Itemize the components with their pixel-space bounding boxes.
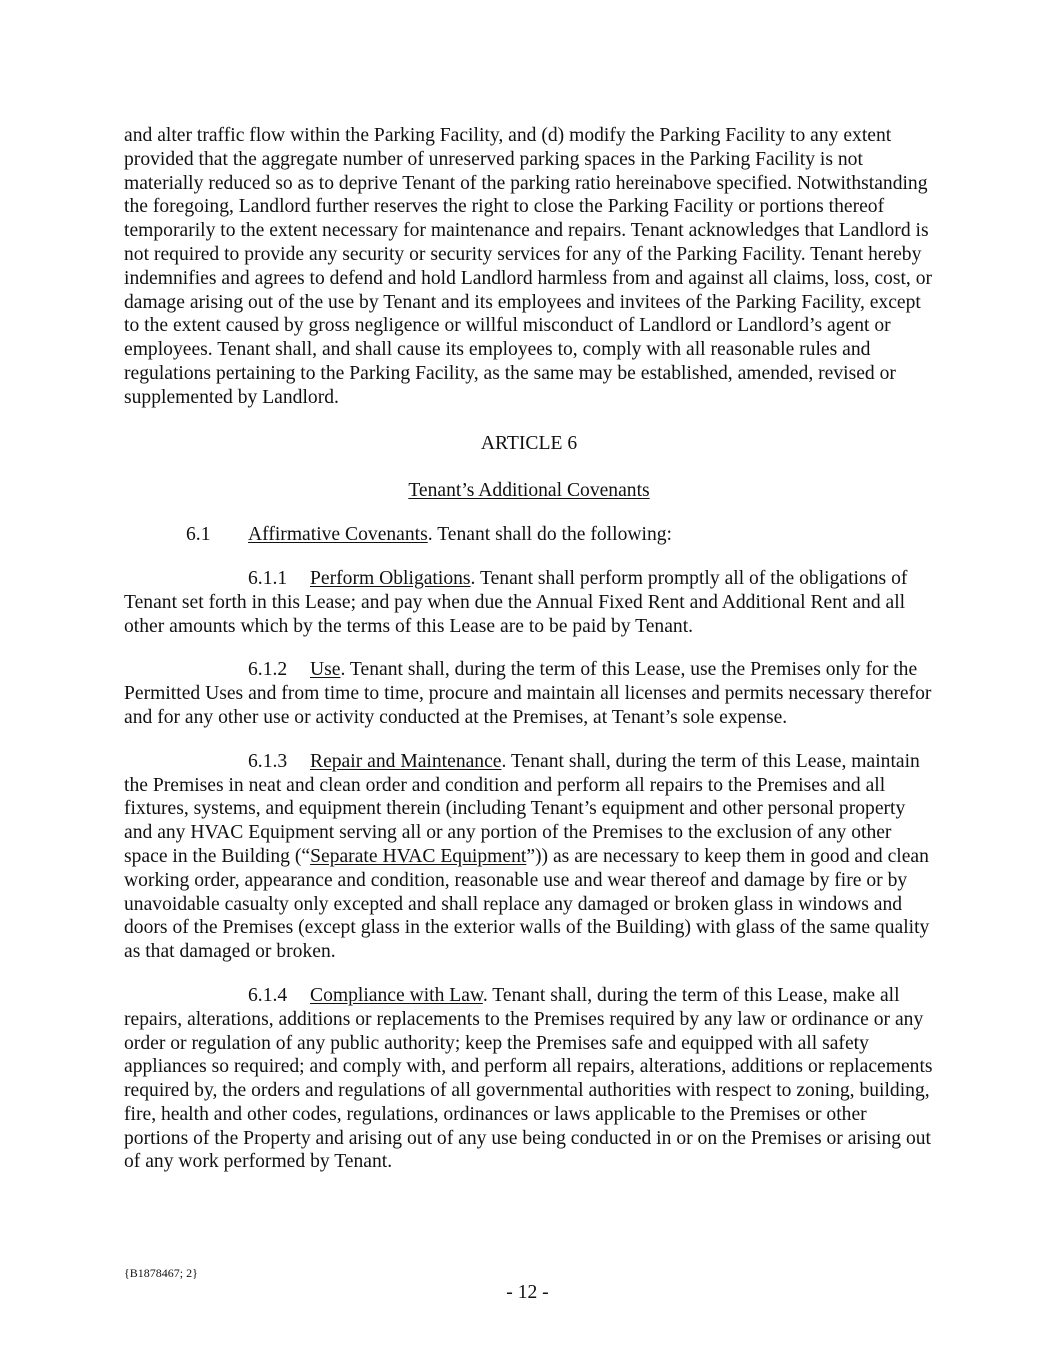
document-page: [124, 124, 934, 1174]
section-number: 6.1: [186, 524, 211, 546]
section-text: . Tenant shall do the following:: [427, 524, 672, 546]
section-text: . Tenant shall, during the term of this Lease, maintain the Premises in neat and clean order and condition and perform all repairs to the Premises and all fixtures, systems, and equipment therein (including Tenant’s equipment and other personal property and any HVAC Equipment serving all or any portion of the Premises to the exclusion of any other space in the Building (“: [124, 750, 920, 867]
page-number: - 12 -: [506, 1282, 549, 1303]
defined-term: Separate HVAC Equipment: [310, 845, 527, 867]
opening-paragraph: and alter traffic flow within the Parking Facility, and (d) modify the Parking Facility to any extent provided that the aggregate number of unreserved parking spaces in the Parking Facility is not materially reduced so as to deprive Tenant of the parking ratio hereinabove specified. Notwithstanding the foregoing, Landlord further reserves the right to close the Parking Facility or portions thereof temporarily to the extent necessary for maintenance and repairs. Tenant acknowledges that Landlord is not required to provide any security or security services for any of the Parking Facility. Tenant hereby indemnifies and agrees to defend and hold Landlord harmless from and against all claims, loss, cost, or damage arising out of the use by Tenant and its employees and invitees of the Parking Facility, except to the extent caused by gross negligence or willful misconduct of Landlord or Landlord’s agent or employees. Tenant shall, and shall cause its employees to, comply with all reasonable rules and regulations pertaining to the Parking Facility, as the same may be established, amended, revised or supplemented by Landlord.: [124, 125, 933, 408]
section-text: . Tenant shall, during the term of this Lease, use the Premises only for the Permitted Uses and from time to time, procure and maintain all licenses and permits necessary therefor and for any other use or activity conducted at the Premises, at Tenant’s sole expense.: [124, 659, 932, 728]
section-number: 6.1.3: [248, 750, 288, 772]
section-6-1: [124, 523, 934, 547]
section-text: . Tenant shall, during the term of this Lease, make all repairs, alterations, additions or replacements to the Premises required by any law or ordinance or any order or regulation of any public authority; keep the Premises safe and equipped with all safety appliances so required; and comply with, and perform all repairs, alterations, additions or replacements required by, the orders and regulations of all governmental authorities with respect to zoning, building, fire, health and other codes, regulations, ordinances or laws applicable to the Premises or other portions of the Property and arising out of any use being conducted in or on the Premises or arising out of any work performed by Tenant.: [124, 984, 933, 1173]
section-number: 6.1.1: [248, 567, 288, 589]
article-title-text: Tenant’s Additional Covenants: [408, 480, 650, 502]
section-title: Affirmative Covenants: [248, 524, 428, 546]
section-6-1-1: [124, 567, 934, 638]
section-number: 6.1.4: [248, 984, 288, 1006]
section-text-continued: ”)) as are necessary to keep them in good and clean working order, appearance and condition, reasonable use and wear thereof and damage by fire or by unavoidable casualty only excepted and shall replace any damaged or broken glass in windows and doors of the Premises (except glass in the exterior walls of the Building) with glass of the same quality as that damaged or broken.: [124, 845, 930, 963]
document-id: {B1878467; 2}: [124, 1266, 198, 1280]
section-6-1-3: [124, 750, 934, 964]
section-number: 6.1.2: [248, 659, 288, 681]
article-label: ARTICLE 6: [480, 432, 578, 454]
section-text: . Tenant shall perform promptly all of the obligations of Tenant set forth in this Lease; and pay when due the Annual Fixed Rent and Additional Rent and all other amounts which by the terms of this Lease are to be paid by Tenant.: [124, 567, 908, 637]
section-title: Perform Obligations: [310, 567, 471, 589]
section-title: Repair and Maintenance: [310, 750, 502, 772]
section-title: Use: [310, 659, 341, 681]
section-title: Compliance with Law: [310, 984, 483, 1006]
article-title: [124, 479, 934, 503]
section-6-1-4: [124, 984, 934, 1174]
section-6-1-2: [124, 658, 934, 729]
